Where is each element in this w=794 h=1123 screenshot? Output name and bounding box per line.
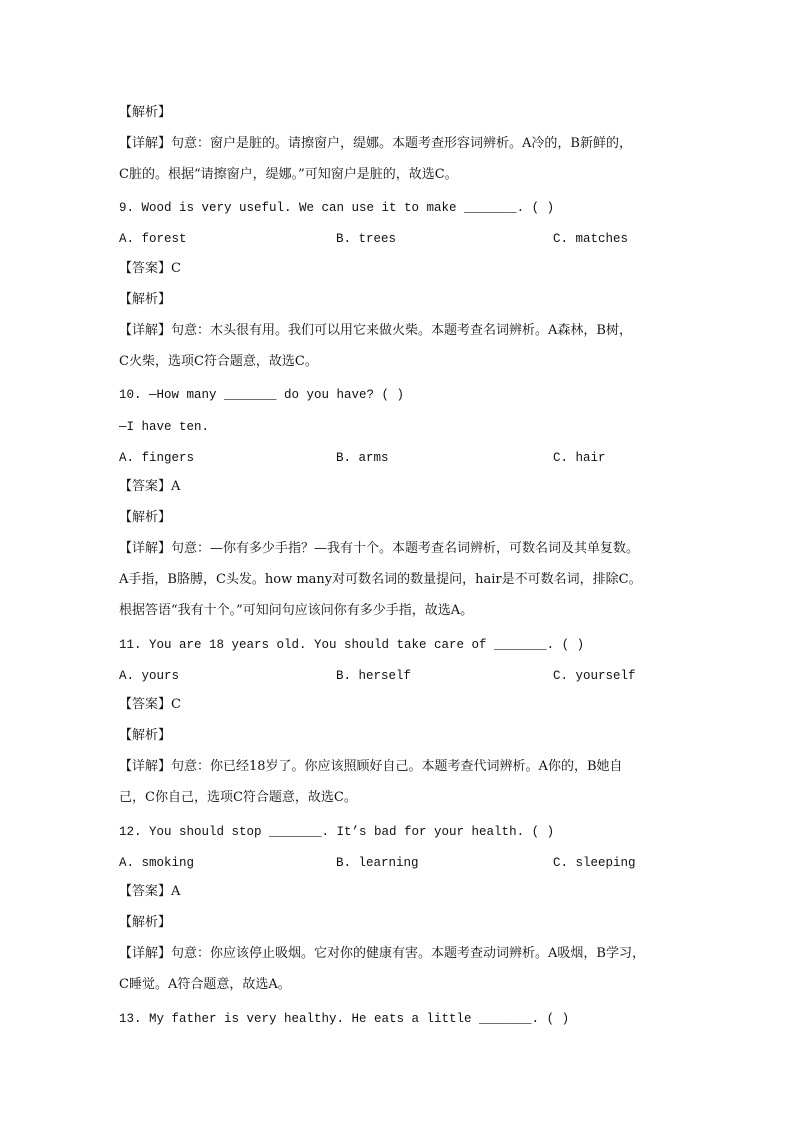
analysis-label: 【解析】 bbox=[119, 105, 172, 120]
question-stem: 13. My father is very healthy. He eats a little _______. ( ) bbox=[119, 1012, 570, 1026]
detail-paragraph bbox=[119, 322, 632, 340]
detail-text: 句意：木头很有用。我们可以用它来做火柴。本题考查名词辨析。A森林，B树， bbox=[171, 323, 632, 338]
detail-text-continued: C火柴，选项C符合题意，故选C。 bbox=[119, 354, 318, 369]
option-c: C. matches bbox=[553, 232, 629, 246]
answer-label: 【答案】 bbox=[119, 479, 172, 494]
question-stem: 11. You are 18 years old. You should take care of _______. ( ) bbox=[119, 638, 585, 652]
detail-text-continued: C睡觉。A符合题意，故选A。 bbox=[119, 977, 291, 992]
answer-value: A bbox=[171, 479, 181, 494]
analysis-label: 【解析】 bbox=[119, 915, 172, 930]
answer-label: 【答案】 bbox=[119, 884, 172, 899]
detail-paragraph bbox=[119, 758, 623, 776]
question-stem: 10. —How many _______ do you have? ( ) bbox=[119, 388, 405, 402]
detail-text: 句意：你已经18岁了。你应该照顾好自己。本题考查代词辨析。A你的，B她自 bbox=[171, 759, 623, 774]
answer-value: C bbox=[171, 261, 181, 276]
detail-text-continued: 己，C你自己，选项C符合题意，故选C。 bbox=[119, 790, 357, 805]
answer-value: A bbox=[171, 884, 181, 899]
analysis-label: 【解析】 bbox=[119, 510, 172, 525]
options-row bbox=[0, 230, 794, 248]
options-row bbox=[0, 667, 794, 685]
option-c: C. yourself bbox=[553, 669, 636, 683]
detail-label: 【详解】 bbox=[119, 946, 172, 961]
question-stem-line-2: —I have ten. bbox=[119, 420, 210, 434]
detail-label: 【详解】 bbox=[119, 759, 172, 774]
detail-text-continued: 根据答语“我有十个。”可知问句应该问你有多少手指，故选A。 bbox=[119, 603, 474, 618]
option-a: A. smoking bbox=[119, 856, 195, 870]
analysis-label: 【解析】 bbox=[119, 292, 172, 307]
detail-text-continued: C脏的。根据“请擦窗户，缇娜。”可知窗户是脏的，故选C。 bbox=[119, 167, 458, 182]
answer-label: 【答案】 bbox=[119, 261, 172, 276]
answer-line bbox=[119, 260, 181, 278]
answer-line bbox=[119, 478, 180, 496]
detail-text: 句意：—你有多少手指？—我有十个。本题考查名词辨析，可数名词及其单复数。 bbox=[171, 541, 640, 556]
answer-line bbox=[119, 883, 180, 901]
detail-label: 【详解】 bbox=[119, 323, 172, 338]
option-b: B. trees bbox=[336, 232, 397, 246]
option-a: A. yours bbox=[119, 669, 180, 683]
answer-label: 【答案】 bbox=[119, 697, 172, 712]
question-stem: 12. You should stop _______. It’s bad for your health. ( ) bbox=[119, 825, 555, 839]
analysis-label: 【解析】 bbox=[119, 728, 172, 743]
option-b: B. arms bbox=[336, 451, 389, 465]
option-b: B. herself bbox=[336, 669, 412, 683]
detail-text-continued: A手指，B胳膊，C头发。how many对可数名词的数量提问，hair是不可数名词，排除C。 bbox=[119, 572, 642, 587]
question-stem: 9. Wood is very useful. We can use it to make _______. ( ) bbox=[119, 201, 555, 215]
options-row bbox=[0, 449, 794, 467]
detail-text: 句意：窗户是脏的。请擦窗户，缇娜。本题考查形容词辨析。A冷的，B新鲜的， bbox=[171, 136, 632, 151]
option-a: A. fingers bbox=[119, 451, 195, 465]
option-b: B. learning bbox=[336, 856, 419, 870]
option-c: C. sleeping bbox=[553, 856, 636, 870]
detail-text: 句意：你应该停止吸烟。它对你的健康有害。本题考查动词辨析。A吸烟，B学习， bbox=[171, 946, 645, 961]
detail-paragraph bbox=[119, 135, 632, 153]
detail-label: 【详解】 bbox=[119, 136, 172, 151]
answer-value: C bbox=[171, 697, 181, 712]
detail-paragraph bbox=[119, 540, 639, 558]
detail-label: 【详解】 bbox=[119, 541, 172, 556]
answer-line bbox=[119, 696, 181, 714]
option-c: C. hair bbox=[553, 451, 606, 465]
options-row bbox=[0, 854, 794, 872]
detail-paragraph bbox=[119, 945, 645, 963]
option-a: A. forest bbox=[119, 232, 187, 246]
